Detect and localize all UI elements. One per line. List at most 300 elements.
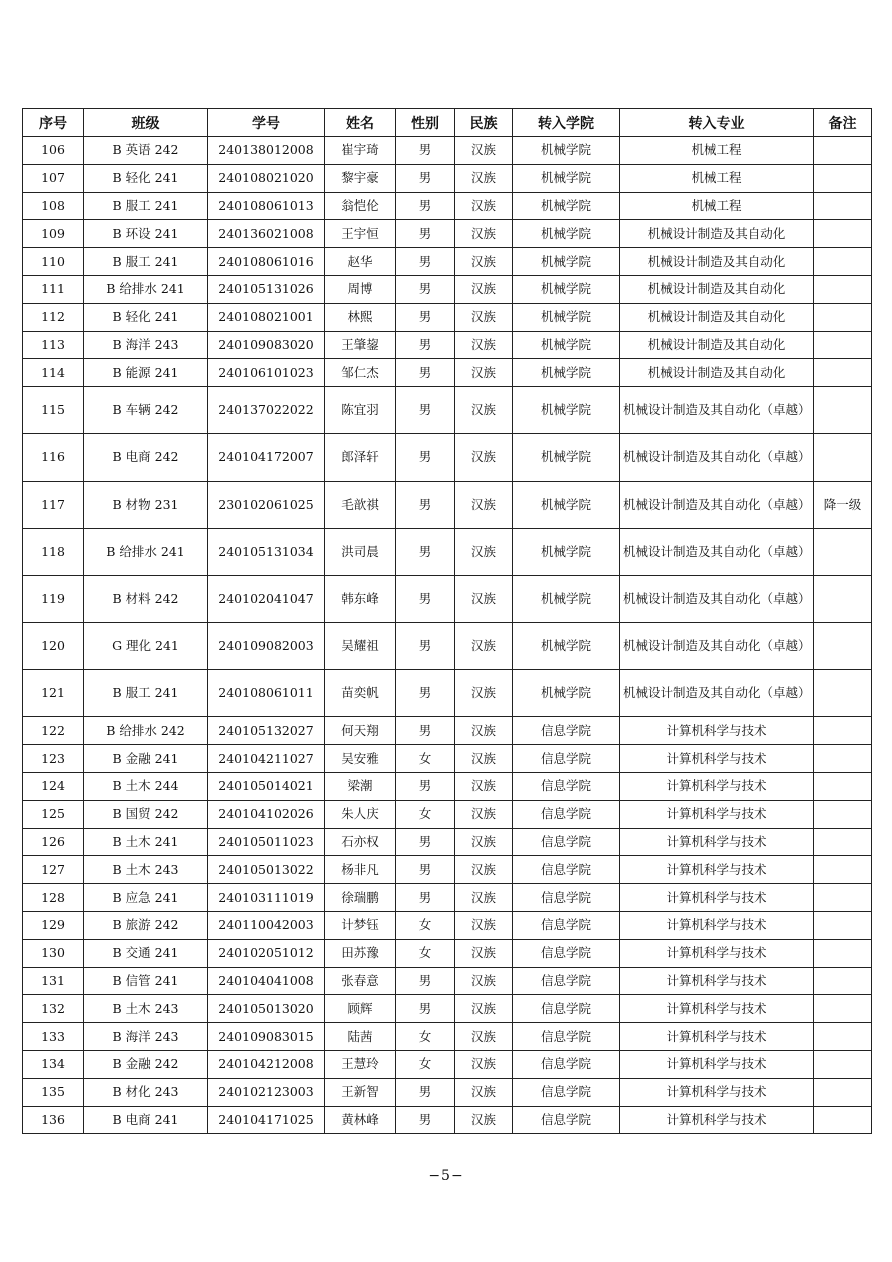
cell-ethnicity: 汉族 — [455, 192, 513, 220]
cell-remarks — [814, 164, 872, 192]
cell-name: 郎泽轩 — [325, 434, 396, 481]
cell-remarks — [814, 192, 872, 220]
cell-remarks — [814, 359, 872, 387]
cell-remarks — [814, 528, 872, 575]
cell-class: B 服工 241 — [84, 248, 208, 276]
cell-target-college: 机械学院 — [513, 670, 620, 717]
cell-target-major: 计算机科学与技术 — [620, 773, 814, 801]
cell-class: B 金融 241 — [84, 745, 208, 773]
cell-ethnicity: 汉族 — [455, 773, 513, 801]
table-row — [23, 575, 872, 622]
cell-target-college: 机械学院 — [513, 192, 620, 220]
cell-gender: 男 — [396, 856, 455, 884]
cell-student-id: 240104102026 — [208, 800, 325, 828]
cell-gender: 女 — [396, 1023, 455, 1051]
cell-ethnicity: 汉族 — [455, 248, 513, 276]
table-row — [23, 1023, 872, 1051]
table-row — [23, 745, 872, 773]
cell-ethnicity: 汉族 — [455, 1023, 513, 1051]
cell-ethnicity: 汉族 — [455, 912, 513, 940]
table-row — [23, 164, 872, 192]
cell-gender: 男 — [396, 828, 455, 856]
cell-remarks — [814, 1078, 872, 1106]
cell-ethnicity: 汉族 — [455, 1078, 513, 1106]
cell-class: B 电商 242 — [84, 434, 208, 481]
cell-remarks — [814, 884, 872, 912]
cell-remarks — [814, 745, 872, 773]
cell-class: B 海洋 243 — [84, 331, 208, 359]
cell-student-id: 240104041008 — [208, 967, 325, 995]
cell-gender: 男 — [396, 773, 455, 801]
cell-index: 110 — [23, 248, 84, 276]
cell-gender: 女 — [396, 912, 455, 940]
table-row — [23, 623, 872, 670]
cell-class: G 理化 241 — [84, 623, 208, 670]
cell-remarks — [814, 856, 872, 884]
cell-target-college: 机械学院 — [513, 137, 620, 165]
table-row — [23, 275, 872, 303]
cell-student-id: 240110042003 — [208, 912, 325, 940]
cell-student-id: 240102051012 — [208, 939, 325, 967]
cell-name: 黄林峰 — [325, 1106, 396, 1134]
cell-target-major: 机械设计制造及其自动化 — [620, 303, 814, 331]
cell-index: 111 — [23, 275, 84, 303]
cell-ethnicity: 汉族 — [455, 528, 513, 575]
cell-remarks — [814, 220, 872, 248]
table-row — [23, 192, 872, 220]
cell-class: B 交通 241 — [84, 939, 208, 967]
cell-ethnicity: 汉族 — [455, 275, 513, 303]
table-row — [23, 939, 872, 967]
cell-remarks — [814, 275, 872, 303]
cell-remarks — [814, 967, 872, 995]
cell-target-college: 信息学院 — [513, 717, 620, 745]
table-row — [23, 303, 872, 331]
cell-target-major: 机械设计制造及其自动化 — [620, 248, 814, 276]
cell-ethnicity: 汉族 — [455, 359, 513, 387]
table-body — [23, 137, 872, 1134]
cell-class: B 给排水 242 — [84, 717, 208, 745]
cell-name: 朱人庆 — [325, 800, 396, 828]
cell-name: 田苏豫 — [325, 939, 396, 967]
cell-student-id: 240105132027 — [208, 717, 325, 745]
cell-target-college: 机械学院 — [513, 387, 620, 434]
cell-remarks — [814, 137, 872, 165]
cell-student-id: 240104211027 — [208, 745, 325, 773]
cell-remarks — [814, 773, 872, 801]
cell-name: 王宇恒 — [325, 220, 396, 248]
cell-name: 石亦权 — [325, 828, 396, 856]
table-row — [23, 331, 872, 359]
cell-student-id: 240109083015 — [208, 1023, 325, 1051]
cell-ethnicity: 汉族 — [455, 575, 513, 622]
cell-target-college: 信息学院 — [513, 912, 620, 940]
cell-ethnicity: 汉族 — [455, 967, 513, 995]
cell-remarks — [814, 1051, 872, 1079]
cell-ethnicity: 汉族 — [455, 828, 513, 856]
cell-target-major: 机械设计制造及其自动化 — [620, 359, 814, 387]
cell-name: 王新智 — [325, 1078, 396, 1106]
cell-target-college: 机械学院 — [513, 220, 620, 248]
cell-name: 崔宇琦 — [325, 137, 396, 165]
cell-class: B 旅游 242 — [84, 912, 208, 940]
header-gender: 性别 — [396, 109, 455, 137]
cell-index: 136 — [23, 1106, 84, 1134]
cell-student-id: 240109082003 — [208, 623, 325, 670]
cell-name: 徐瑞鹏 — [325, 884, 396, 912]
cell-student-id: 240104212008 — [208, 1051, 325, 1079]
cell-student-id: 240105131026 — [208, 275, 325, 303]
table-row — [23, 800, 872, 828]
cell-remarks — [814, 434, 872, 481]
cell-class: B 车辆 242 — [84, 387, 208, 434]
cell-target-college: 机械学院 — [513, 248, 620, 276]
cell-index: 119 — [23, 575, 84, 622]
transfer-student-table — [22, 108, 872, 1134]
cell-ethnicity: 汉族 — [455, 856, 513, 884]
cell-target-college: 机械学院 — [513, 303, 620, 331]
cell-target-major: 计算机科学与技术 — [620, 1078, 814, 1106]
cell-remarks — [814, 995, 872, 1023]
cell-name: 王慧玲 — [325, 1051, 396, 1079]
cell-target-college: 信息学院 — [513, 1078, 620, 1106]
cell-class: B 给排水 241 — [84, 275, 208, 303]
cell-gender: 男 — [396, 717, 455, 745]
cell-name: 计梦钰 — [325, 912, 396, 940]
cell-gender: 男 — [396, 528, 455, 575]
cell-gender: 女 — [396, 1051, 455, 1079]
cell-class: B 土木 243 — [84, 995, 208, 1023]
cell-class: B 海洋 243 — [84, 1023, 208, 1051]
cell-gender: 女 — [396, 800, 455, 828]
table-row — [23, 1051, 872, 1079]
cell-index: 129 — [23, 912, 84, 940]
table-row — [23, 1078, 872, 1106]
cell-target-college: 信息学院 — [513, 1051, 620, 1079]
cell-index: 117 — [23, 481, 84, 528]
table-row — [23, 828, 872, 856]
cell-target-major: 机械工程 — [620, 164, 814, 192]
cell-ethnicity: 汉族 — [455, 800, 513, 828]
cell-remarks — [814, 828, 872, 856]
cell-name: 翁恺伦 — [325, 192, 396, 220]
cell-remarks — [814, 912, 872, 940]
cell-ethnicity: 汉族 — [455, 434, 513, 481]
cell-class: B 国贸 242 — [84, 800, 208, 828]
cell-class: B 轻化 241 — [84, 303, 208, 331]
cell-target-college: 信息学院 — [513, 995, 620, 1023]
cell-index: 114 — [23, 359, 84, 387]
header-index: 序号 — [23, 109, 84, 137]
cell-target-major: 机械工程 — [620, 137, 814, 165]
cell-index: 118 — [23, 528, 84, 575]
header-row — [23, 109, 872, 137]
cell-gender: 男 — [396, 164, 455, 192]
cell-student-id: 240104172007 — [208, 434, 325, 481]
table-row — [23, 387, 872, 434]
cell-name: 赵华 — [325, 248, 396, 276]
header-ethnicity: 民族 — [455, 109, 513, 137]
cell-gender: 男 — [396, 331, 455, 359]
cell-target-college: 机械学院 — [513, 331, 620, 359]
cell-name: 周博 — [325, 275, 396, 303]
cell-target-major: 机械设计制造及其自动化（卓越） — [620, 575, 814, 622]
cell-student-id: 240138012008 — [208, 137, 325, 165]
header-target-major: 转入专业 — [620, 109, 814, 137]
cell-target-college: 机械学院 — [513, 434, 620, 481]
cell-target-major: 计算机科学与技术 — [620, 967, 814, 995]
cell-target-college: 信息学院 — [513, 800, 620, 828]
cell-target-major: 机械设计制造及其自动化 — [620, 220, 814, 248]
cell-target-major: 计算机科学与技术 — [620, 1023, 814, 1051]
cell-index: 127 — [23, 856, 84, 884]
cell-index: 128 — [23, 884, 84, 912]
cell-ethnicity: 汉族 — [455, 717, 513, 745]
cell-target-college: 信息学院 — [513, 884, 620, 912]
table-row — [23, 528, 872, 575]
cell-student-id: 240108061011 — [208, 670, 325, 717]
cell-student-id: 240105013022 — [208, 856, 325, 884]
cell-gender: 男 — [396, 995, 455, 1023]
table-row — [23, 248, 872, 276]
cell-target-major: 计算机科学与技术 — [620, 717, 814, 745]
table-row — [23, 359, 872, 387]
cell-gender: 男 — [396, 192, 455, 220]
cell-target-major: 机械工程 — [620, 192, 814, 220]
cell-remarks — [814, 575, 872, 622]
cell-target-major: 计算机科学与技术 — [620, 939, 814, 967]
table-row — [23, 220, 872, 248]
cell-target-major: 机械设计制造及其自动化（卓越） — [620, 387, 814, 434]
cell-gender: 男 — [396, 623, 455, 670]
cell-class: B 材料 242 — [84, 575, 208, 622]
cell-index: 106 — [23, 137, 84, 165]
cell-index: 124 — [23, 773, 84, 801]
cell-index: 125 — [23, 800, 84, 828]
cell-student-id: 240105131034 — [208, 528, 325, 575]
cell-gender: 男 — [396, 967, 455, 995]
cell-target-major: 计算机科学与技术 — [620, 912, 814, 940]
cell-target-major: 机械设计制造及其自动化 — [620, 275, 814, 303]
cell-gender: 男 — [396, 359, 455, 387]
cell-target-college: 机械学院 — [513, 575, 620, 622]
cell-target-college: 机械学院 — [513, 481, 620, 528]
cell-ethnicity: 汉族 — [455, 164, 513, 192]
cell-target-college: 信息学院 — [513, 939, 620, 967]
cell-remarks — [814, 1106, 872, 1134]
cell-remarks — [814, 623, 872, 670]
cell-name: 陈宜羽 — [325, 387, 396, 434]
cell-gender: 男 — [396, 434, 455, 481]
cell-student-id: 240103111019 — [208, 884, 325, 912]
cell-remarks — [814, 387, 872, 434]
cell-remarks — [814, 670, 872, 717]
cell-student-id: 240105014021 — [208, 773, 325, 801]
cell-gender: 男 — [396, 137, 455, 165]
cell-target-college: 机械学院 — [513, 164, 620, 192]
cell-ethnicity: 汉族 — [455, 745, 513, 773]
cell-ethnicity: 汉族 — [455, 1106, 513, 1134]
cell-target-college: 信息学院 — [513, 1023, 620, 1051]
cell-student-id: 240109083020 — [208, 331, 325, 359]
cell-class: B 金融 242 — [84, 1051, 208, 1079]
cell-ethnicity: 汉族 — [455, 220, 513, 248]
cell-target-major: 计算机科学与技术 — [620, 745, 814, 773]
cell-target-major: 计算机科学与技术 — [620, 884, 814, 912]
table-row — [23, 912, 872, 940]
cell-gender: 男 — [396, 575, 455, 622]
cell-target-college: 机械学院 — [513, 528, 620, 575]
cell-target-college: 信息学院 — [513, 828, 620, 856]
table-row — [23, 434, 872, 481]
cell-target-major: 计算机科学与技术 — [620, 828, 814, 856]
cell-target-major: 计算机科学与技术 — [620, 856, 814, 884]
cell-gender: 男 — [396, 248, 455, 276]
cell-gender: 男 — [396, 387, 455, 434]
cell-name: 顾辉 — [325, 995, 396, 1023]
cell-class: B 给排水 241 — [84, 528, 208, 575]
cell-index: 122 — [23, 717, 84, 745]
cell-class: B 轻化 241 — [84, 164, 208, 192]
cell-student-id: 240105013020 — [208, 995, 325, 1023]
cell-remarks — [814, 717, 872, 745]
cell-index: 109 — [23, 220, 84, 248]
cell-gender: 男 — [396, 884, 455, 912]
cell-gender: 男 — [396, 1106, 455, 1134]
cell-index: 132 — [23, 995, 84, 1023]
cell-class: B 服工 241 — [84, 192, 208, 220]
cell-ethnicity: 汉族 — [455, 303, 513, 331]
cell-index: 116 — [23, 434, 84, 481]
cell-index: 121 — [23, 670, 84, 717]
table-row — [23, 137, 872, 165]
cell-name: 黎宇豪 — [325, 164, 396, 192]
cell-target-major: 计算机科学与技术 — [620, 995, 814, 1023]
cell-gender: 男 — [396, 670, 455, 717]
header-name: 姓名 — [325, 109, 396, 137]
table-row — [23, 884, 872, 912]
cell-index: 131 — [23, 967, 84, 995]
cell-ethnicity: 汉族 — [455, 481, 513, 528]
cell-remarks — [814, 1023, 872, 1051]
header-student-id: 学号 — [208, 109, 325, 137]
cell-gender: 男 — [396, 220, 455, 248]
cell-gender: 男 — [396, 1078, 455, 1106]
cell-index: 133 — [23, 1023, 84, 1051]
cell-class: B 土木 244 — [84, 773, 208, 801]
cell-ethnicity: 汉族 — [455, 623, 513, 670]
cell-ethnicity: 汉族 — [455, 137, 513, 165]
cell-ethnicity: 汉族 — [455, 331, 513, 359]
cell-target-major: 计算机科学与技术 — [620, 800, 814, 828]
cell-target-major: 机械设计制造及其自动化（卓越） — [620, 670, 814, 717]
cell-name: 毛歆祺 — [325, 481, 396, 528]
cell-ethnicity: 汉族 — [455, 387, 513, 434]
cell-name: 邹仁杰 — [325, 359, 396, 387]
cell-gender: 男 — [396, 481, 455, 528]
table-row — [23, 1106, 872, 1134]
cell-class: B 土木 241 — [84, 828, 208, 856]
cell-student-id: 230102061025 — [208, 481, 325, 528]
cell-target-college: 信息学院 — [513, 745, 620, 773]
cell-target-college: 机械学院 — [513, 275, 620, 303]
cell-ethnicity: 汉族 — [455, 1051, 513, 1079]
cell-student-id: 240136021008 — [208, 220, 325, 248]
cell-name: 苗奕帆 — [325, 670, 396, 717]
cell-class: B 材物 231 — [84, 481, 208, 528]
cell-student-id: 240105011023 — [208, 828, 325, 856]
cell-index: 115 — [23, 387, 84, 434]
cell-remarks — [814, 939, 872, 967]
cell-index: 112 — [23, 303, 84, 331]
cell-remarks — [814, 800, 872, 828]
cell-target-college: 机械学院 — [513, 359, 620, 387]
cell-name: 陆茜 — [325, 1023, 396, 1051]
cell-class: B 应急 241 — [84, 884, 208, 912]
cell-class: B 材化 243 — [84, 1078, 208, 1106]
cell-index: 108 — [23, 192, 84, 220]
cell-student-id: 240108061016 — [208, 248, 325, 276]
table-row — [23, 717, 872, 745]
cell-class: B 信管 241 — [84, 967, 208, 995]
table-row — [23, 481, 872, 528]
cell-name: 王肇鋆 — [325, 331, 396, 359]
cell-target-major: 机械设计制造及其自动化（卓越） — [620, 434, 814, 481]
cell-student-id: 240108021020 — [208, 164, 325, 192]
cell-student-id: 240102041047 — [208, 575, 325, 622]
page-number: −5− — [428, 1168, 464, 1184]
cell-remarks — [814, 331, 872, 359]
cell-ethnicity: 汉族 — [455, 884, 513, 912]
cell-name: 梁潮 — [325, 773, 396, 801]
cell-index: 120 — [23, 623, 84, 670]
cell-target-major: 计算机科学与技术 — [620, 1051, 814, 1079]
cell-class: B 能源 241 — [84, 359, 208, 387]
table-row — [23, 856, 872, 884]
cell-index: 107 — [23, 164, 84, 192]
cell-target-college: 信息学院 — [513, 856, 620, 884]
cell-name: 韩东峰 — [325, 575, 396, 622]
cell-class: B 环设 241 — [84, 220, 208, 248]
cell-class: B 服工 241 — [84, 670, 208, 717]
cell-index: 135 — [23, 1078, 84, 1106]
cell-ethnicity: 汉族 — [455, 670, 513, 717]
cell-target-college: 信息学院 — [513, 967, 620, 995]
cell-name: 杨非凡 — [325, 856, 396, 884]
table-row — [23, 967, 872, 995]
cell-target-college: 信息学院 — [513, 1106, 620, 1134]
cell-remarks — [814, 248, 872, 276]
cell-target-major: 机械设计制造及其自动化（卓越） — [620, 481, 814, 528]
cell-target-major: 机械设计制造及其自动化（卓越） — [620, 528, 814, 575]
header-class: 班级 — [84, 109, 208, 137]
cell-index: 126 — [23, 828, 84, 856]
cell-index: 123 — [23, 745, 84, 773]
cell-gender: 男 — [396, 303, 455, 331]
table-header — [23, 109, 872, 137]
cell-class: B 电商 241 — [84, 1106, 208, 1134]
cell-class: B 英语 242 — [84, 137, 208, 165]
cell-index: 134 — [23, 1051, 84, 1079]
cell-target-major: 计算机科学与技术 — [620, 1106, 814, 1134]
cell-target-major: 机械设计制造及其自动化（卓越） — [620, 623, 814, 670]
header-target-college: 转入学院 — [513, 109, 620, 137]
cell-student-id: 240108021001 — [208, 303, 325, 331]
cell-name: 林熙 — [325, 303, 396, 331]
cell-class: B 土木 243 — [84, 856, 208, 884]
cell-gender: 女 — [396, 939, 455, 967]
cell-name: 何天翔 — [325, 717, 396, 745]
